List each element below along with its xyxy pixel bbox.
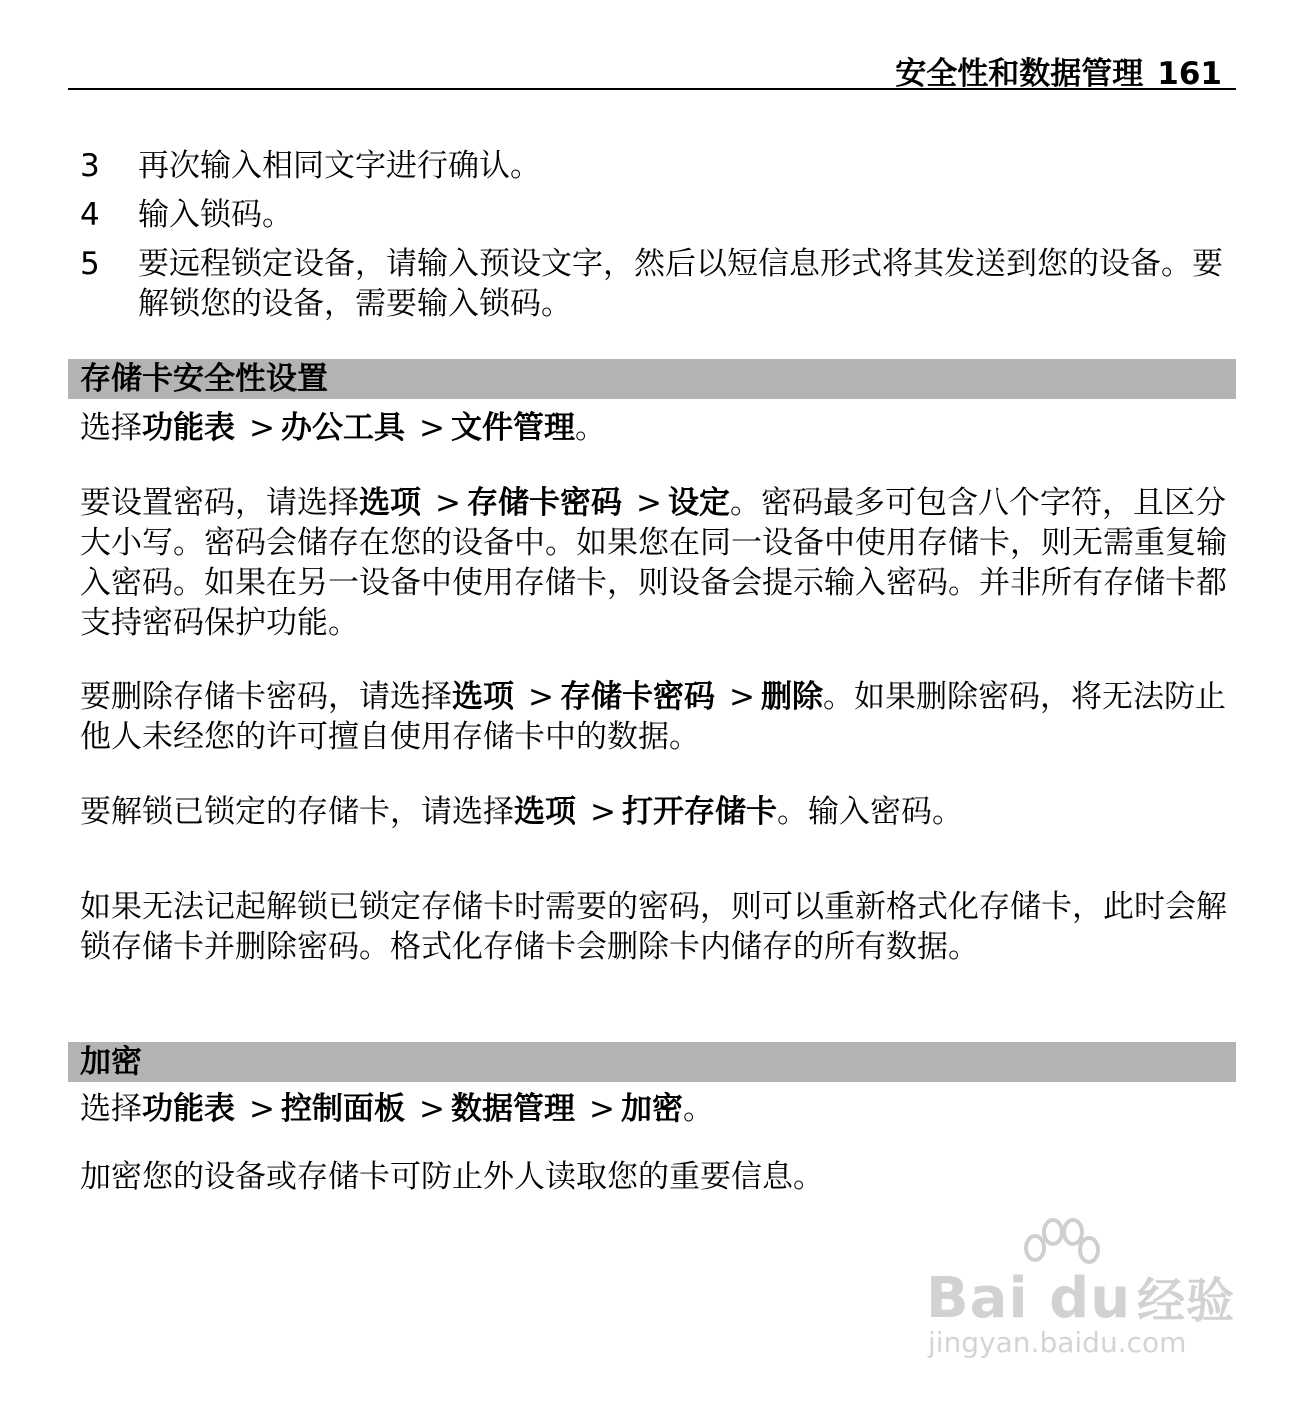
watermark-logo-text xyxy=(926,1262,1235,1331)
paragraph-delete-password xyxy=(80,677,1230,757)
baidu-watermark xyxy=(920,1218,1236,1368)
text: 要设置密码，请选择 xyxy=(80,485,359,521)
path-suffix: 。 xyxy=(682,1091,714,1127)
text: 要删除存储卡密码，请选择 xyxy=(80,679,452,715)
path-prefix: 选择 xyxy=(80,410,142,446)
ui-term: 存储卡密码 xyxy=(466,485,622,521)
watermark-brand: Bai du xyxy=(926,1266,1132,1331)
text: 要解锁已锁定的存储卡，请选择 xyxy=(80,794,514,830)
ui-term: 设定 xyxy=(667,485,730,521)
path-item: 功能表 xyxy=(142,410,235,446)
step-number: 5 xyxy=(80,246,100,282)
path-suffix: 。 xyxy=(574,410,606,446)
ui-term: 存储卡密码 xyxy=(559,679,715,715)
paragraph-encryption: 加密您的设备或存储卡可防止外人读取您的重要信息。 xyxy=(80,1159,824,1195)
path-separator: > xyxy=(728,679,755,715)
path-prefix: 选择 xyxy=(80,1091,142,1127)
page-number: 161 xyxy=(1157,56,1222,92)
path-item: 控制面板 xyxy=(280,1091,405,1127)
path-separator: > xyxy=(249,1091,275,1127)
section-heading-bar xyxy=(68,359,1236,399)
paragraph-set-password xyxy=(80,483,1230,643)
section-heading-bar xyxy=(68,1042,1236,1082)
path-separator: > xyxy=(418,1091,445,1127)
page-header xyxy=(68,40,1236,90)
path-separator: > xyxy=(418,410,445,446)
step-text: 再次输入相同文字进行确认。 xyxy=(138,148,541,184)
step-number: 4 xyxy=(80,197,100,233)
ui-term: 打开存储卡 xyxy=(621,794,777,830)
running-title xyxy=(895,48,1222,93)
step-text: 要远程锁定设备，请输入预设文字，然后以短信息形式将其发送到您的设备。要解锁您的设备，需要输入锁码。 xyxy=(138,246,1223,322)
section-title-encryption: 加密 xyxy=(80,1044,142,1080)
step-number: 3 xyxy=(80,148,100,184)
path-separator: > xyxy=(528,679,554,715)
watermark-brand-cn: 经验 xyxy=(1137,1273,1236,1329)
path-item: 加密 xyxy=(620,1091,683,1127)
paragraph-format-card: 如果无法记起解锁已锁定存储卡时需要的密码，则可以重新格式化存储卡，此时会解锁存储卡并删除密码。格式化存储卡会删除卡内储存的所有数据。 xyxy=(80,889,1227,965)
text: 。密码最多可包含八个字符，且区分大小写。密码会储存在您的设备中。如果您在同一设备中使用存储卡，则无需重复输入密码。如果在另一设备中使用存储卡，则设备会提示输入密码。并非所有存储卡都支持密码保护功能。 xyxy=(80,485,1227,641)
path-item: 办公工具 xyxy=(280,410,405,446)
path-item: 文件管理 xyxy=(450,410,575,446)
ui-term: 选项 xyxy=(452,679,514,715)
path-separator: > xyxy=(635,485,662,521)
menu-path xyxy=(80,1089,1230,1129)
path-separator: > xyxy=(590,794,616,830)
path-separator: > xyxy=(249,410,275,446)
watermark-url: jingyan.baidu.com xyxy=(928,1326,1187,1359)
section-title-memory-card: 存储卡安全性设置 xyxy=(80,361,328,397)
ui-term: 选项 xyxy=(359,485,421,521)
chapter-title: 安全性和数据管理 xyxy=(895,56,1144,92)
text: 。如果删除密码，将无法防止他人未经您的许可擅自使用存储卡中的数据。 xyxy=(80,679,1226,755)
text: 。输入密码。 xyxy=(776,794,963,830)
step-text: 输入锁码。 xyxy=(138,197,293,233)
path-separator: > xyxy=(588,1091,615,1127)
path-item: 功能表 xyxy=(142,1091,235,1127)
menu-path xyxy=(80,408,1230,448)
ui-term: 选项 xyxy=(514,794,576,830)
ui-term: 删除 xyxy=(760,679,823,715)
path-item: 数据管理 xyxy=(450,1091,575,1127)
path-separator: > xyxy=(435,485,461,521)
paragraph-unlock-card xyxy=(80,792,1230,832)
